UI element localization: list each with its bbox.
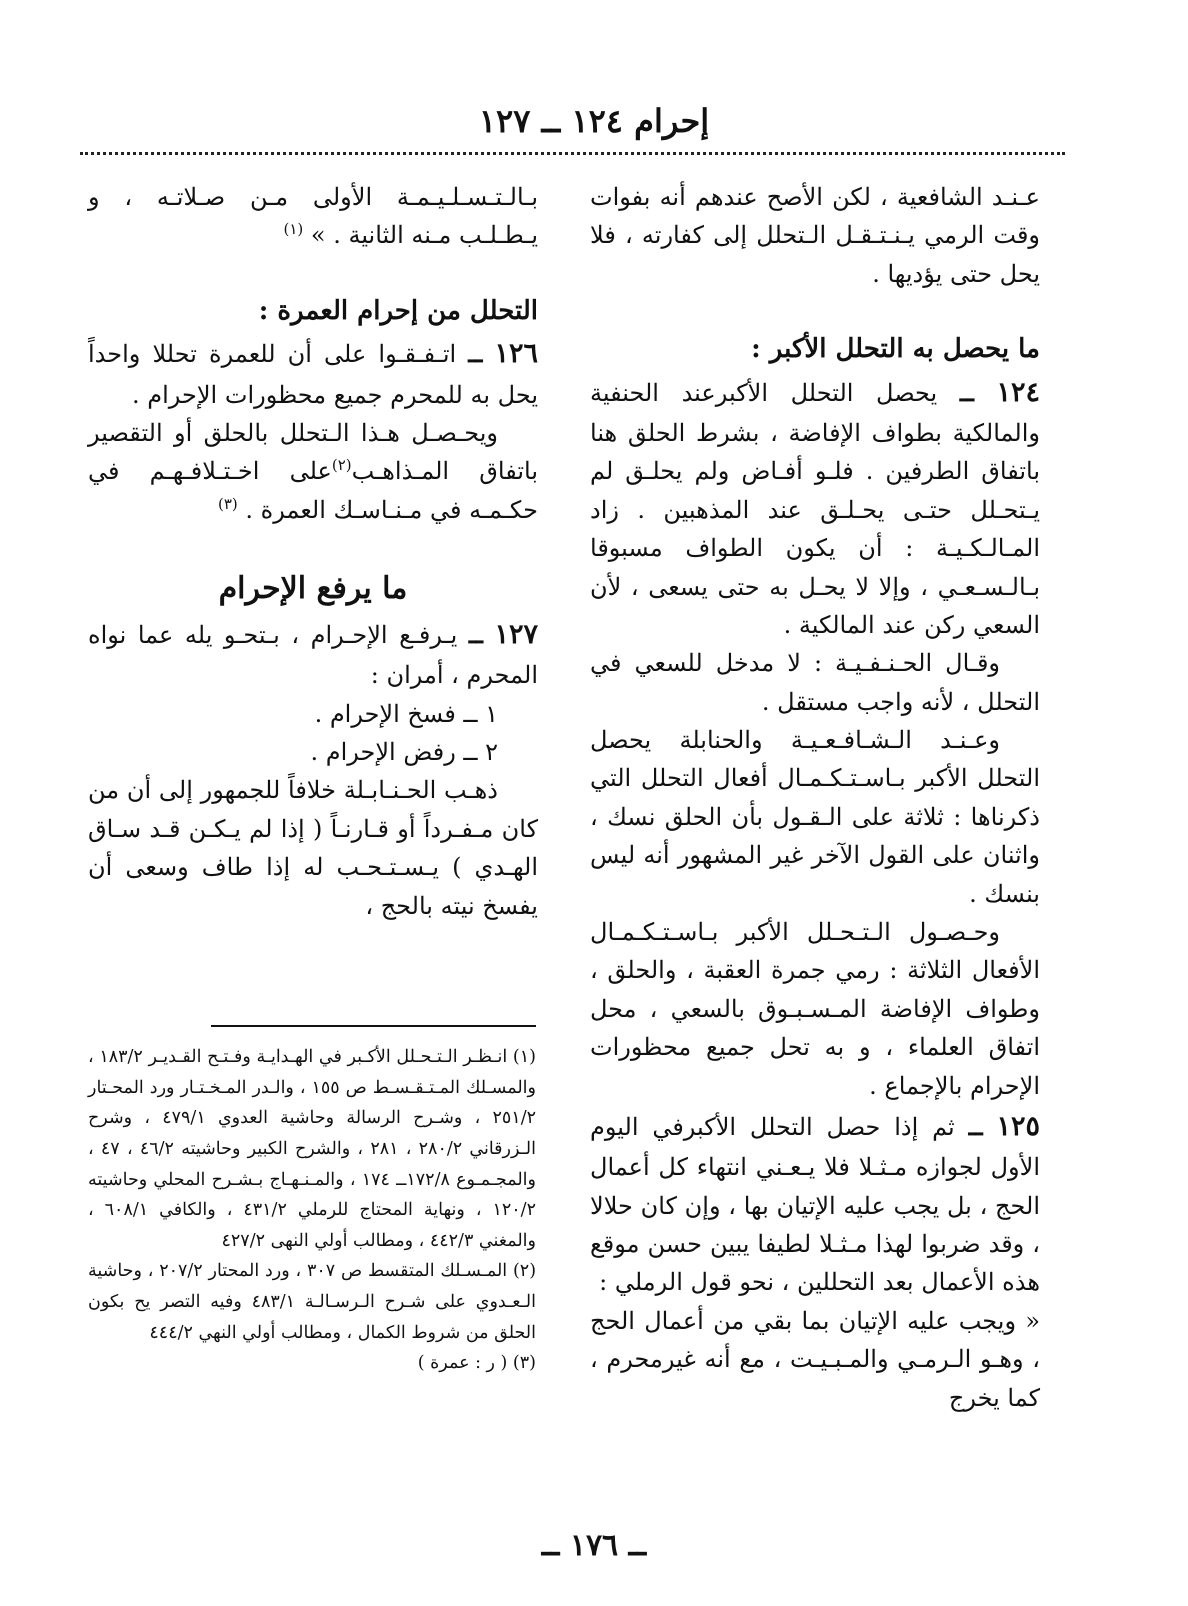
- page-number: ــ ١٧٦ ــ: [541, 1528, 647, 1563]
- paragraph-text: بـالـتـسـلـيـمـة الأولى مـن صـلاتـه ، و يـطـلـب مـنه الثانية . »: [88, 183, 538, 250]
- footnotes: [88, 1042, 536, 1379]
- paragraph-hanafiyya: وقـال الحـنـفـيـة : لا مدخل للسعي في التحلل ، لأنه واجب مستقل .: [590, 649, 1040, 716]
- footnote-reference: (٣): [217, 494, 238, 513]
- paragraph-text: يحصل التحلل الأكبرعند الحنفية والمالكية بطواف الإفاضة ، بشرط الحلق هنا باتفاق الطرفين . فلـو أفـاض ولم يحلـق لم يـتحـلل حتـى يحـلـق عند المذهبين . زاد المـالـكـيـة : أن يكون الطواف مسبوقا بـالـسـعـي ، وإلا لا يحـل به حتى يسعى ، لأن السعي ركن عند المالكية .: [590, 378, 1040, 639]
- running-title: إحرام ١٢٤ ــ ١٢٧: [478, 102, 710, 140]
- quotation-paragraph: « ويجب عليه الإتيان بما بقي من أعمال الحج ، وهـو الـرمـي والمـبـيـت ، مع أنه غيرمحرم ، كما يخرج: [590, 1306, 1040, 1412]
- paragraph-124: [590, 371, 1040, 645]
- paragraph-hanabila: ذهـب الحـنـابـلة خلافاً للجمهور إلى أن من كان مـفـرداً أو قـارنـاً ( إذا لم يـكـن قـد سـاق الهـدي ) يـسـتـحـب له إذا طاف وسعى أن يفسخ نيته بالحج ،: [88, 776, 538, 920]
- paragraph-dash: ــ: [968, 1111, 983, 1141]
- section-heading-major-release: ما يحصل به التحلل الأكبر :: [751, 334, 1040, 365]
- section-heading-umrah-release: التحلل من إحرام العمرة :: [258, 295, 538, 326]
- footnote-1: (١) انـظـر الـتـحـلل الأكـبر في الهـدايـة وفـتـح القـديـر ١٨٣/٢ ، والمسـلك المـتـقـسـط ص ١٥٥ ، والـدر المـخـتـار ورد المحـتار ٢٥١/٢ ، وشـرح الرسالة وحاشية العدوي ٤٧٩/١ ، وشرح الـزرقاني ٢٨٠/٢ ، ٢٨١ ، والشرح الكبير وحاشيته ٤٦/٢ ، ٤٧ ، والمجـمـوع ١٧٢/٨ــ ١٧٤ ، والمـنـهـاج بـشـرح المحلي وحاشيته ١٢٠/٢ ، ونهاية المحتاج للرملي ٤٣١/٢ ، والكافي ٦٠٨/١ ، والمغني ٤٤٢/٣ ، ومطالب أولي النهى ٤٢٧/٢: [88, 1047, 536, 1251]
- paragraph-text: ثم إذا حصل التحلل الأكبرفي اليوم الأول لجوازه مـثـلا فلا يـعـني انتهاء كل أعمال الحج ، بل يجب عليه الإتيان بها ، وإن كان حلالا ، وقد ضربوا لهذا مـثـلا لطيفا يبين حسن موقع هذه الأعمال بعد التحللين ، نحو قول الرملي :: [590, 1112, 1040, 1297]
- paragraph-dash: ــ: [468, 339, 483, 369]
- header-dotted-rule: [80, 152, 1065, 155]
- paragraph-number: ١٢٥: [996, 1110, 1040, 1142]
- paragraph-dash: ــ: [468, 620, 483, 650]
- paragraph-text: على اخـتـلافـهـم في حكـمـه في مـنـاسـك العمرة .: [88, 457, 538, 524]
- paragraph-127: [88, 613, 538, 695]
- paragraph-number: ١٢٦: [494, 338, 538, 370]
- list-item: ٢ ــ رفض الإحرام .: [310, 738, 498, 767]
- footnote-2: (٢) المـسـلك المتقسط ص ٣٠٧ ، ورد المحتار ٢٠٧/٢ ، وحاشية الـعـدوي على شـرح الـرسـالـة ٤٨٣/١ وفيه التصر يح بكون الحلق من شروط الكمال ، ومطالب أولي النهي ٤٤٤/٢: [88, 1261, 537, 1343]
- paragraph-text: يـرفـع الإحـرام ، بـتحـو يله عما نواه المحرم ، أمران :: [88, 621, 538, 690]
- list-item: ١ ــ فسخ الإحرام .: [314, 699, 498, 728]
- paragraph-husul: وحـصـول الـتـحـلل الأكبر بـاسـتـكـمـال الأفعال الثلاثة : رمي جمرة العقبة ، والحلق ، وطواف الإفاضة المـسـبـوق بالسعي ، محل اتفاق العلماء ، و به تحل جميع محظورات الإحرام بالإجماع .: [590, 918, 1040, 1100]
- footnote-reference: (٢): [331, 456, 352, 475]
- paragraph-125: [590, 1105, 1040, 1302]
- paragraph-yahsul: [88, 414, 538, 529]
- footnote-separator: [211, 1025, 536, 1027]
- paragraph-shafiiyya: وعـنـد الـشـافـعـيـة والحنابلة يحصل التحلل الأكبر بـاسـتـكـمـال أفعال التحلل التي ذكرناها : ثلاثة على الـقـول بأن الحلق نسك ، واثنان على القول الآخر غير المشهور أنه ليس بنسك .: [590, 726, 1040, 908]
- carryover-paragraph: [88, 178, 538, 255]
- footnote-3: (٣) ( ر : عمرة ): [417, 1353, 536, 1374]
- paragraph-number: ١٢٧: [494, 619, 538, 651]
- paragraph-number: ١٢٤: [996, 376, 1040, 408]
- paragraph-text: ويحـصـل هـذا الـتحلل بالحلق أو التقصير باتفاق المـذاهـب: [88, 418, 538, 486]
- section-heading-lifting-ihram: ما يرفع الإحرام: [218, 571, 408, 607]
- paragraph-dash: ــ: [959, 377, 974, 407]
- paragraph-text: اتـفـقـوا على أن للعمرة تحللا واحداً يحل به للمحرم جميع محظورات الإحرام .: [88, 340, 538, 409]
- footnote-reference: (١): [283, 220, 304, 239]
- paragraph-126: [88, 332, 538, 414]
- carryover-paragraph: عـنـد الشافعية ، لكن الأصح عندهم أنه بفوات وقت الرمي يـنـتـقـل الـتحلل إلى كفارته ، فلا يحل حتى يؤديها .: [590, 183, 1040, 288]
- right-column: [590, 178, 1040, 1417]
- left-column: [88, 178, 538, 925]
